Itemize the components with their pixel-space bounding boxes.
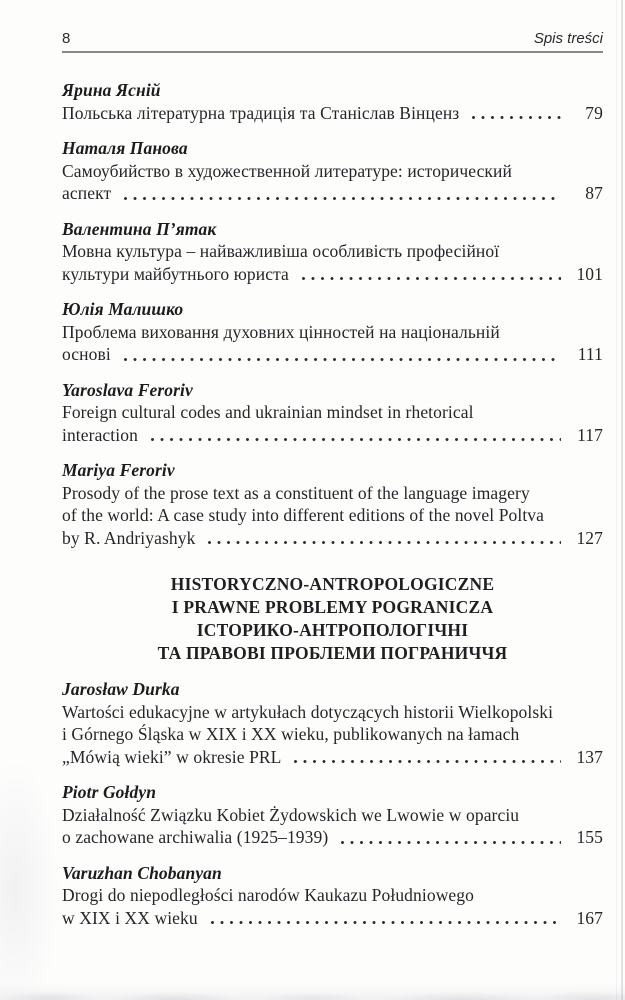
- entry-page-number: 101: [576, 263, 603, 284]
- entry-title-text: Польська літературна традиція та Станіслав Вінценз: [62, 102, 460, 123]
- entry-author: Ярина Ясній: [62, 80, 161, 100]
- dot-leader: [301, 276, 561, 281]
- entry-title-text: interaction: [62, 424, 138, 445]
- entry-lastline: [62, 424, 603, 447]
- entry-page-number: 137: [576, 746, 603, 767]
- entry-page-number: 111: [577, 344, 603, 364]
- section-heading-line: ТА ПРАВОВІ ПРОБЛЕМИ ПОГРАНИЧЧЯ: [157, 643, 508, 663]
- entry-lastline: [62, 182, 603, 205]
- entry-title-text: культури майбутнього юриста: [62, 263, 289, 284]
- entry-lastline: [62, 746, 603, 769]
- toc-entry: [62, 459, 603, 549]
- dot-leader: [207, 540, 561, 545]
- entry-page-number: 127: [576, 527, 603, 548]
- toc-entry: [62, 678, 603, 768]
- entry-lastline: [62, 263, 603, 286]
- dot-leader: [123, 357, 561, 362]
- entry-page-number: 87: [585, 183, 603, 203]
- entry-author: Mariya Feroriv: [62, 460, 175, 480]
- entry-page-number: 117: [577, 424, 603, 445]
- entry-author: Piotr Gołdyn: [62, 782, 157, 802]
- scan-edge-line: [621, 0, 623, 1000]
- toc-entry: [62, 79, 603, 124]
- dot-leader: [340, 840, 561, 845]
- entry-title-text: аспект: [62, 183, 112, 203]
- scan-edge-line-faint: [616, 0, 617, 1000]
- entry-title-line: of the world: A case study into different editions of the novel Poltva: [62, 505, 545, 525]
- entry-title-line: Мовна культура – найважливіша особливість професійної: [62, 241, 500, 261]
- toc-entry: [62, 298, 603, 366]
- toc-entry: [62, 137, 603, 205]
- page-header: [62, 30, 603, 47]
- entry-author: Наталя Панова: [62, 138, 188, 158]
- entry-title-text: w XIX i XX wieku: [62, 907, 198, 928]
- entry-title-line: Foreign cultural codes and ukrainian mindset in rhetorical: [62, 402, 474, 422]
- entry-title-line: Drogi do niepodległości narodów Kaukazu Południowego: [62, 885, 474, 905]
- entry-page-number: 155: [576, 827, 603, 847]
- scan-gutter-shadow: [0, 760, 60, 1000]
- entry-author: Varuzhan Chobanyan: [62, 862, 222, 883]
- dot-leader: [123, 196, 561, 201]
- dot-leader: [210, 920, 561, 925]
- running-title: Spis treści: [533, 30, 603, 47]
- entry-lastline: [62, 102, 603, 125]
- toc-entry: [62, 218, 603, 286]
- scan-bottom-noise: [0, 972, 625, 1000]
- entry-author: Юлія Малишко: [62, 299, 184, 319]
- entry-title-line: i Górnego Śląska w XIX i XX wieku, publikowanych na łamach: [62, 724, 520, 744]
- entry-lastline: [62, 527, 603, 550]
- entry-title-text: by R. Andriyashyk: [62, 527, 196, 548]
- dot-leader: [150, 437, 561, 442]
- entry-title-line: Проблема виховання духовних цінностей на національній: [62, 321, 500, 342]
- entry-lastline: [62, 826, 603, 849]
- toc-entry: [62, 781, 603, 849]
- toc-entry: [62, 862, 603, 930]
- header-page-number: 8: [62, 30, 71, 47]
- entry-title-line: Prosody of the prose text as a constituent of the language imagery: [62, 482, 530, 503]
- entry-title-line: Działalność Związku Kobiet Żydowskich we Lwowie w oparciu: [62, 804, 520, 825]
- dot-leader: [293, 759, 561, 764]
- entry-author: Yaroslava Feroriv: [62, 379, 193, 400]
- entry-lastline: [62, 907, 603, 930]
- entry-title-text: основі: [62, 344, 111, 364]
- section-heading-line: I PRAWNE PROBLEMY POGRANICZA: [171, 597, 494, 617]
- table-of-contents: [62, 79, 603, 929]
- toc-entry: [62, 379, 603, 447]
- section-heading: [62, 573, 603, 665]
- entry-author: Jarosław Durka: [62, 679, 180, 699]
- entry-page-number: 167: [576, 907, 603, 928]
- header-rule: [62, 51, 603, 53]
- entry-page-number: 79: [585, 102, 603, 123]
- entry-title-line: Wartości edukacyjne w artykułach dotyczących historii Wielkopolski: [62, 701, 554, 722]
- section-heading-line: HISTORYCZNO-ANTROPOLOGICZNE: [170, 574, 495, 594]
- dot-leader: [471, 115, 561, 120]
- entry-lastline: [62, 343, 603, 366]
- section-heading-line: ІСТОРИКО-АНТРОПОЛОГІЧНІ: [196, 620, 469, 640]
- entry-title-text: o zachowane archiwalia (1925–1939): [62, 827, 329, 847]
- entry-title-line: Самоубийство в художественной литературе: исторический: [62, 160, 512, 181]
- entry-author: Валентина П’ятак: [62, 218, 217, 239]
- entry-title-text: „Mówią wieki” w okresie PRL: [62, 746, 282, 767]
